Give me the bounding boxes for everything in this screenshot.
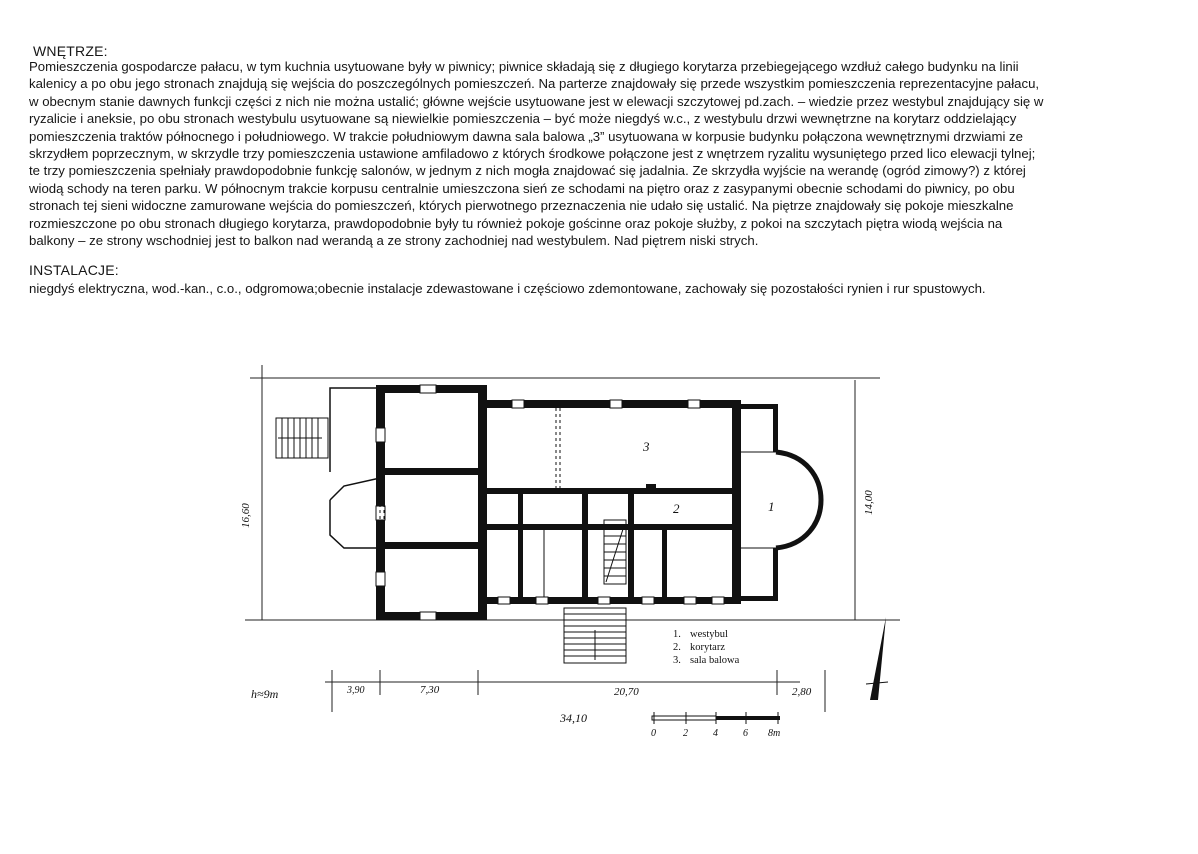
legend-num-2: 2. <box>673 642 681 653</box>
scale-tick-8: 8m <box>768 728 781 739</box>
room-number-3: 3 <box>643 439 650 454</box>
dim-depth-left: 16,60 <box>240 503 252 528</box>
window-openings <box>376 385 724 620</box>
south-stairs <box>564 608 626 663</box>
interior-line: stronach tej sieni widoczne zamurowane wejścia do pomieszczeń, których pierwotnego przeznaczenia nie udało się ustalić. Na piętrze znajdowały się pokoje mieszkalne <box>29 198 1014 214</box>
legend-label-2: korytarz <box>690 642 725 653</box>
scale-tick-4: 4 <box>713 728 718 739</box>
walled-up-openings <box>380 408 560 522</box>
walls <box>376 385 778 620</box>
interior-line: te trzy pomieszczenia spełniały prawdopodobnie funkcję salonów, w jednym z nich mogła znajdować się jadalnia. Ze skrzydła wyjście na werandę (ogród zimowy?) z której <box>29 163 1026 179</box>
dim-segment-1: 3,90 <box>347 685 365 696</box>
interior-line: rozmieszczone po obu stronach długiego korytarza, prawdopodobnie były tu również pokoje gościnne oraz pokoje służby, z pokoi na szczytach piętra wiodą wejścia na <box>29 215 1003 231</box>
interior-heading: WNĘTRZE: <box>33 43 108 59</box>
interior-line: Pomieszczenia gospodarcze pałacu, w tym kuchnia usytuowane były w piwnicy; piwnice składają się z długiego korytarza przebiegejącego wzdłuż całego budynku na linii <box>29 59 1019 74</box>
installations-heading: INSTALACJE: <box>29 262 119 278</box>
north-arrow-icon <box>866 617 888 700</box>
interior-description <box>29 58 1174 249</box>
interior-line: wiodą schody na teren parku. W północnym trakcie korpusu centralnie umieszczona sień ze schodami na piętro oraz z zasypanymi obecnie schodami do piwnicy, po obu <box>29 180 1015 196</box>
dim-total-width: 34,10 <box>560 711 587 725</box>
installations-line: niegdyś elektryczna, wod.-kan., c.o., odgromowa;obecnie instalacje zdewastowane i częściowo zdemontowane, zachowały się pozostałości rynien i rur spustowych. <box>29 281 986 296</box>
installations-description <box>29 280 1174 297</box>
room-number-2: 2 <box>673 501 680 516</box>
dim-segment-4: 2,80 <box>792 686 812 698</box>
dim-segment-3: 20,70 <box>614 686 639 698</box>
legend-num-3: 3. <box>673 655 681 666</box>
scale-tick-0: 0 <box>651 728 656 739</box>
scale-tick-6: 6 <box>743 728 748 739</box>
east-rotunda <box>776 452 821 548</box>
interior-line: w obecnym stanie dawnych funkcji części z nich nie można ustalić; główne wejście usytuowane jest w elewacji szczytowej pd.zach. – wiedzie przez westybul znajdujący się w <box>29 93 1044 109</box>
interior-line: balkony – ze strony wschodniej jest to balkon nad werandą a ze strony zachodniej nad westybulem. Nad piętrem niski strych. <box>29 233 759 249</box>
scale-bar <box>651 712 780 739</box>
dim-segment-2: 7,30 <box>420 684 440 696</box>
legend-label-1: westybul <box>690 629 728 640</box>
legend-num-1: 1. <box>673 629 681 640</box>
interior-line: skrzydłem poprzecznym, w skrzydle trzy pomieszczenia ustawione amfiladowo z których środkowe połączone jest z wnętrzem ryzalitu wysuniętego przed lico elewacji tylnej; <box>29 146 1036 162</box>
west-stairs <box>276 418 328 458</box>
west-annex <box>330 388 380 548</box>
interior-line: kalenicy a po obu jego stronach znajdują się wejścia do poszczególnych pomieszczeń. Na parterze znajdowały się przede wszystkim pomieszczenia reprezentacyjne pałacu, <box>29 76 1040 92</box>
scale-tick-2: 2 <box>683 728 688 739</box>
legend-label-3: sala balowa <box>690 655 740 666</box>
interior-line: ryzalicie i aneksie, po obu stronach westybulu usytuowane są niewielkie pomieszczenia – być może niegdyś w.c., z westybulu drzwi wewnętrzne na korytarz oddzielający <box>29 111 1017 127</box>
floor-plan <box>230 355 1040 755</box>
dim-depth-right: 14,00 <box>863 490 875 515</box>
height-note: h≈9m <box>251 687 279 701</box>
interior-line: pomieszczenia traktów północnego i południowego. W trakcie południowym dawna sala balowa „3” usytuowana w korpusie budynku połączona wewnętrznymi drzwiami ze <box>29 128 1023 144</box>
plan-legend <box>673 629 740 666</box>
room-number-1: 1 <box>768 499 775 514</box>
